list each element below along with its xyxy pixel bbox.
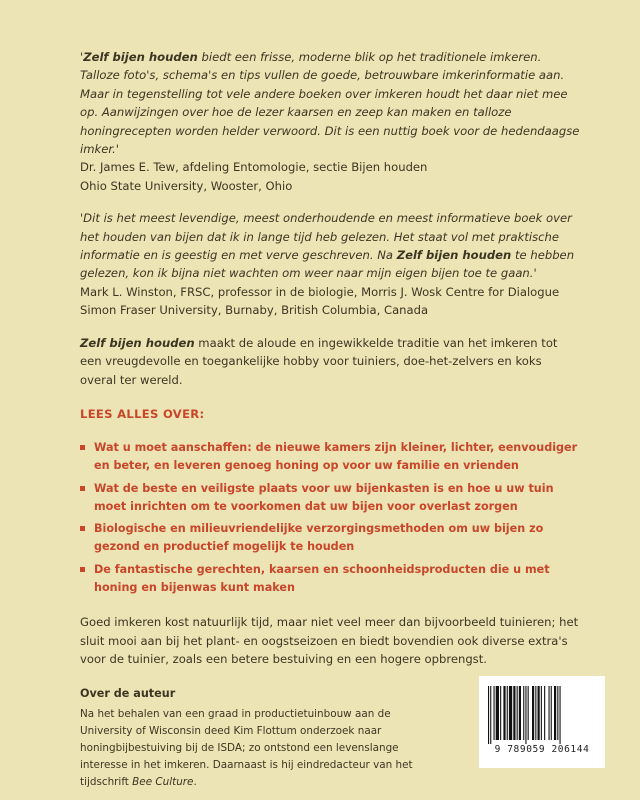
- barcode-bar: [554, 686, 556, 740]
- feature-item: Wat u moet aanschaffen: de nieuwe kamers zijn kleiner, lichter, eenvoudiger en beter, en leveren genoeg honing op voor uw familie en vrienden: [80, 439, 580, 476]
- review-quote-winston: [80, 209, 580, 319]
- square-bullet-icon: [80, 567, 85, 572]
- square-bullet-icon: [80, 526, 85, 531]
- quote-attribution-affiliation: Ohio State University, Wooster, Ohio: [80, 178, 293, 193]
- quote-attribution: Dr. James E. Tew, afdeling Entomologie, sectie Bijen houden: [80, 160, 428, 175]
- isbn-barcode: [479, 676, 605, 768]
- feature-item: Biologische en milieuvriendelijke verzorgingsmethoden om uw bijen zo gezond en productief mogelijk te houden: [80, 520, 580, 557]
- barcode-bar: [544, 686, 545, 740]
- closing-paragraph: Goed imkeren kost natuurlijk tijd, maar niet veel meer dan bijvoorbeeld tuinieren; het sluit mooi aan bij het plant- en oogstseizoen en biedt bovendien ook diverse extra's voor de tuinier, zoals een betere bestuiving en een hogere opbrengst.: [80, 615, 579, 667]
- barcode-bar: [500, 686, 501, 740]
- barcode-bar: [509, 686, 512, 740]
- book-title: Zelf bijen houden: [83, 50, 198, 64]
- author-bio: Na het behalen van een graad in productietuinbouw aan de University of Wisconsin deed Kim Flottum onderzoek naar honingbijbestuiving bij de ISDA; zo ontstond een levenslange interesse in het imkeren. Daarnaast is hij eindredacteur van het tijdschrift Bee Culture.: [80, 708, 413, 789]
- barcode-bar: [557, 686, 558, 740]
- barcode-bar: [532, 686, 534, 740]
- feature-list: [80, 439, 580, 597]
- barcode-bar: [503, 686, 505, 740]
- barcode-bar: [517, 686, 518, 740]
- barcode-bar: [528, 686, 529, 740]
- barcode-bar: [538, 686, 540, 740]
- barcode-bar: [525, 686, 526, 744]
- quote-text: 'Dit is het meest levendige, meest onderhoudende en meest informatieve boek over het houden van bijen dat ik in lange tijd heb gelezen. Het staat vol met praktische informatie en is geestig en met verve geschreven. Na Zelf bijen houden te hebben gelezen, kon ik bijna niet wachten om weer naar mijn eigen bijen toe te gaan.': [80, 211, 575, 281]
- barcode-bar: [535, 686, 536, 740]
- author-heading: Over de auteur: [80, 687, 176, 701]
- intro-paragraph: Zelf bijen houden maakt de aloude en ingewikkelde traditie van het imkeren tot een vreugdevolle en toegankelijke hobby voor tuiniers, doe-het-zelvers en koks overal ter wereld.: [80, 335, 558, 387]
- barcode-bar: [523, 686, 524, 740]
- quote-attribution-affiliation: Simon Fraser University, Burnaby, British Columbia, Canada: [80, 303, 429, 318]
- barcode-bar: [551, 686, 552, 740]
- quote-attribution: Mark L. Winston, FRSC, professor in de biologie, Morris J. Wosk Centre for Dialogue: [80, 284, 560, 299]
- barcode-bar: [519, 686, 521, 740]
- review-quote-tew: [80, 48, 580, 195]
- square-bullet-icon: [80, 486, 85, 491]
- barcode-bar: [494, 686, 495, 740]
- square-bullet-icon: [80, 445, 85, 450]
- barcode-bars: [486, 686, 598, 744]
- quote-text: 'Zelf bijen houden biedt een frisse, moderne blik op het traditionele imkeren. Talloze foto's, schema's en tips vullen de goede, betrouwbare imkerinformatie aan. Maar in tegenstelling tot vele andere boeken over imkeren houdt het daar niet mee op. Aanwijzingen over hoe de lezer kaarsen en zeep kan maken en talloze honingrecepten worden helder verwoord. Dit is een nuttig boek voor de hedendaagse imker.': [80, 50, 580, 157]
- lees-alles-over-heading: LEES ALLES OVER:: [80, 406, 205, 421]
- book-title: Zelf bijen houden: [396, 248, 512, 263]
- barcode-bar: [490, 686, 491, 744]
- barcode-bar: [488, 686, 489, 744]
- barcode-bar: [560, 686, 561, 744]
- feature-item: Wat de beste en veiligste plaats voor uw bijenkasten is en hoe u uw tuin moet inrichten om te voorkomen dat uw bijen voor overlast zorgen: [80, 480, 580, 517]
- barcode-bar: [513, 686, 515, 740]
- barcode-bar: [507, 686, 508, 740]
- barcode-bar: [541, 686, 542, 740]
- barcode-bar: [496, 686, 499, 740]
- magazine-title: Bee Culture: [132, 776, 194, 789]
- barcode-bar: [549, 686, 550, 740]
- barcode-digits: 9 789059 206144: [494, 744, 590, 755]
- feature-item: De fantastische gerechten, kaarsen en schoonheidsproducten die u met honing en bijenwas kunt maken: [80, 561, 580, 598]
- book-title: Zelf bijen houden: [80, 335, 195, 350]
